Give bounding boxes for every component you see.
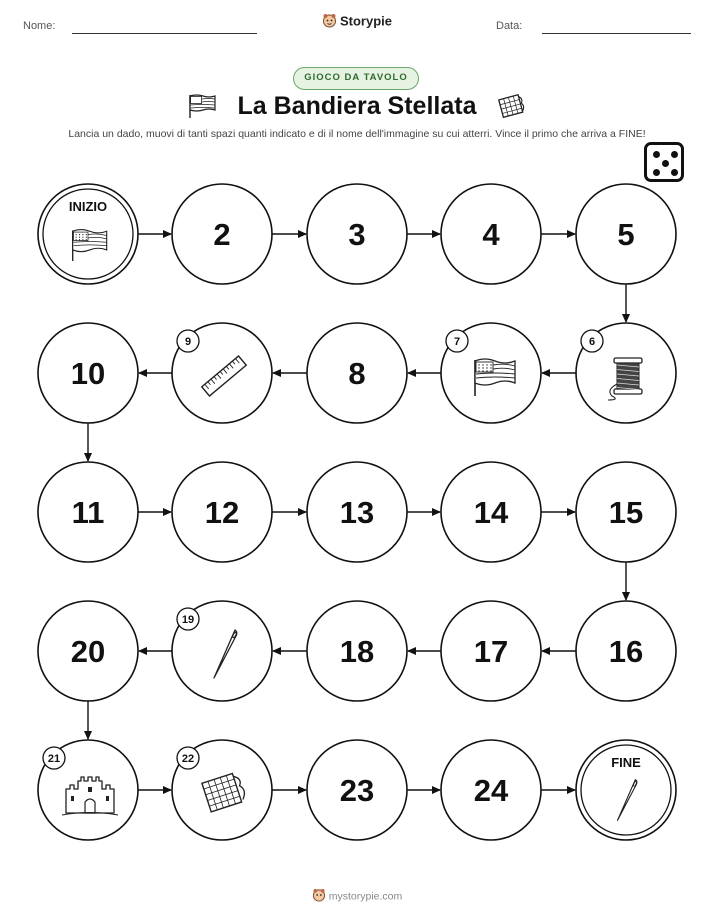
board-space-7: [441, 323, 541, 423]
board-space-18: [307, 601, 407, 701]
space-number: 4: [482, 217, 500, 252]
space-number-badge: [581, 330, 603, 352]
svg-text:6: 6: [588, 336, 596, 348]
space-number: 12: [204, 495, 240, 530]
date-label: Data:: [496, 20, 523, 32]
space-number-badge: [177, 747, 199, 769]
space-number-badge: [177, 608, 199, 630]
board-space-24: [441, 740, 541, 840]
board-space-21: [38, 740, 138, 840]
board-space-16: [576, 601, 676, 701]
board-space-11: [38, 462, 138, 562]
space-number-badge: [446, 330, 468, 352]
svg-text:9: 9: [184, 336, 192, 348]
space-label: INIZIO: [68, 199, 108, 214]
board-space-17: [441, 601, 541, 701]
brand-name: Storypie: [339, 13, 392, 29]
space-number: 10: [70, 356, 106, 391]
board-space-2: [172, 184, 272, 284]
footer-site: mystorypie.com: [328, 890, 403, 903]
board-space-3: [307, 184, 407, 284]
board-space-5: [576, 184, 676, 284]
space-number: 18: [339, 634, 375, 669]
space-number: 3: [348, 217, 366, 252]
board-space-14: [441, 462, 541, 562]
page-title: La Bandiera Stellata: [237, 92, 477, 120]
instructions-text: Lancia un dado, muovi di tanti spazi quanti indicato e di il nome dell'immagine su cui atterri. Vince il primo che arriva a FINE!: [68, 128, 646, 140]
board-space-22: [172, 740, 272, 840]
space-number: 16: [608, 634, 644, 669]
space-number-badge: [177, 330, 199, 352]
svg-text:19: 19: [181, 614, 195, 626]
space-number: 17: [473, 634, 509, 669]
svg-text:7: 7: [453, 336, 461, 348]
board-space-9: [172, 323, 272, 423]
name-label: Nome:: [23, 20, 56, 32]
board-space-10: [38, 323, 138, 423]
board-space-13: [307, 462, 407, 562]
board-space-19: [172, 601, 272, 701]
space-number: 24: [473, 773, 509, 808]
board-space-12: [172, 462, 272, 562]
footer: [0, 888, 714, 905]
board-space-6: [576, 323, 676, 423]
space-number: 23: [339, 773, 375, 808]
space-finish: [576, 740, 676, 840]
space-number: 13: [339, 495, 375, 530]
board-space-8: [307, 323, 407, 423]
space-number: 11: [71, 495, 105, 530]
storypie-mascot-icon: [312, 888, 326, 905]
board-space-23: [307, 740, 407, 840]
board-space-20: [38, 601, 138, 701]
space-number: 14: [473, 495, 509, 530]
svg-text:21: 21: [47, 753, 61, 765]
space-start: [38, 184, 138, 284]
space-number-badge: [43, 747, 65, 769]
board-space-4: [441, 184, 541, 284]
space-label: FINE: [611, 755, 641, 770]
space-number: 8: [348, 356, 366, 391]
space-number: 20: [70, 634, 106, 669]
space-number: 15: [608, 495, 644, 530]
board-space-15: [576, 462, 676, 562]
space-number: 2: [213, 217, 231, 252]
game-type-badge: GIOCO DA TAVOLO: [293, 67, 419, 90]
space-number: 5: [617, 217, 635, 252]
svg-text:22: 22: [181, 753, 195, 765]
